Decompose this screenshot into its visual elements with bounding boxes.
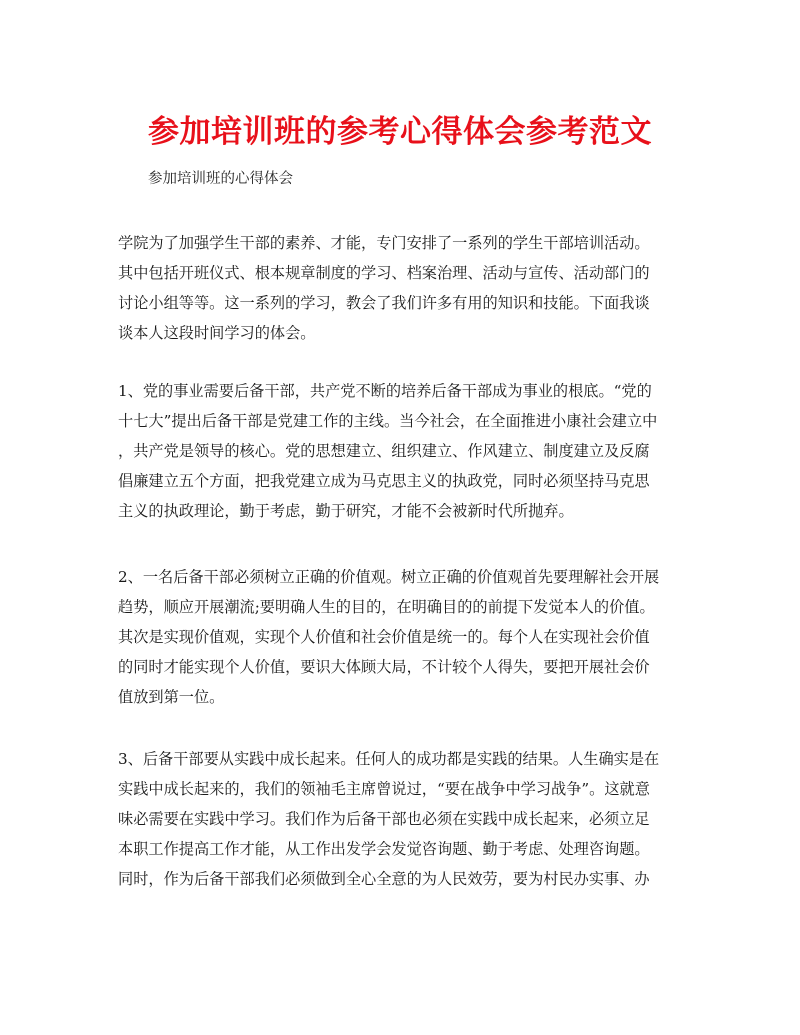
- text-line: 本职工作提高工作才能，从工作出发学会发觉咨询题、勤于考虑、处理咨询题。: [118, 840, 650, 858]
- document-title: 参加培训班的参考心得体会参考范文: [148, 114, 652, 150]
- text-line: 倡廉建立五个方面，把我党建立成为马克思主义的执政党，同时必须坚持马克思: [118, 472, 650, 490]
- text-line: 谈本人这段时间学习的体会。: [118, 324, 316, 342]
- text-line: 实践中成长起来的，我们的领袖毛主席曾说过，“要在战争中学习战争”。这就意: [118, 780, 650, 798]
- text-line: 其中包括开班仪式、根本规章制度的学习、档案治理、活动与宣传、活动部门的: [118, 264, 650, 282]
- paragraph-intro: [118, 228, 686, 348]
- paragraph-point-1: [118, 376, 686, 526]
- text-line: 趋势，顺应开展潮流;要明确人生的目的，在明确目的的前提下发觉本人的价值。: [118, 598, 655, 616]
- text-line: 其次是实现价值观，实现个人价值和社会价值是统一的。每个人在实现社会价值: [118, 628, 650, 646]
- text-line: 讨论小组等等。这一系列的学习，教会了我们许多有用的知识和技能。下面我谈: [118, 294, 650, 312]
- text-line: 主义的执政理论，勤于考虑，勤于研究，才能不会被新时代所抛弃。: [118, 502, 574, 520]
- text-line: 1、党的事业需要后备干部，共产党不断的培养后备干部成为事业的根底。“党的: [118, 382, 652, 400]
- text-line: 3、后备干部要从实践中成长起来。任何人的成功都是实践的结果。人生确实是在: [118, 750, 660, 768]
- text-line: 十七大”提出后备干部是党建工作的主线。当今社会，在全面推进小康社会建立中: [118, 412, 658, 430]
- paragraph-point-2: [118, 562, 686, 712]
- text-line: 值放到第一位。: [118, 688, 225, 706]
- text-line: 2、一名后备干部必须树立正确的价值观。树立正确的价值观首先要理解社会开展: [118, 568, 660, 586]
- document-subtitle: 参加培训班的心得体会: [148, 171, 293, 187]
- text-line: ，共产党是领导的核心。党的思想建立、组织建立、作风建立、制度建立及反腐: [118, 442, 650, 460]
- text-line: 味必需要在实践中学习。我们作为后备干部也必须在实践中成长起来，必须立足: [118, 810, 650, 828]
- paragraph-point-3: [118, 744, 686, 894]
- text-line: 同时，作为后备干部我们必须做到全心全意的为人民效劳，要为村民办实事、办: [118, 870, 650, 888]
- text-line: 的同时才能实现个人价值，要识大体顾大局，不计较个人得失，要把开展社会价: [118, 658, 650, 676]
- text-line: 学院为了加强学生干部的素养、才能，专门安排了一系列的学生干部培训活动。: [118, 234, 650, 252]
